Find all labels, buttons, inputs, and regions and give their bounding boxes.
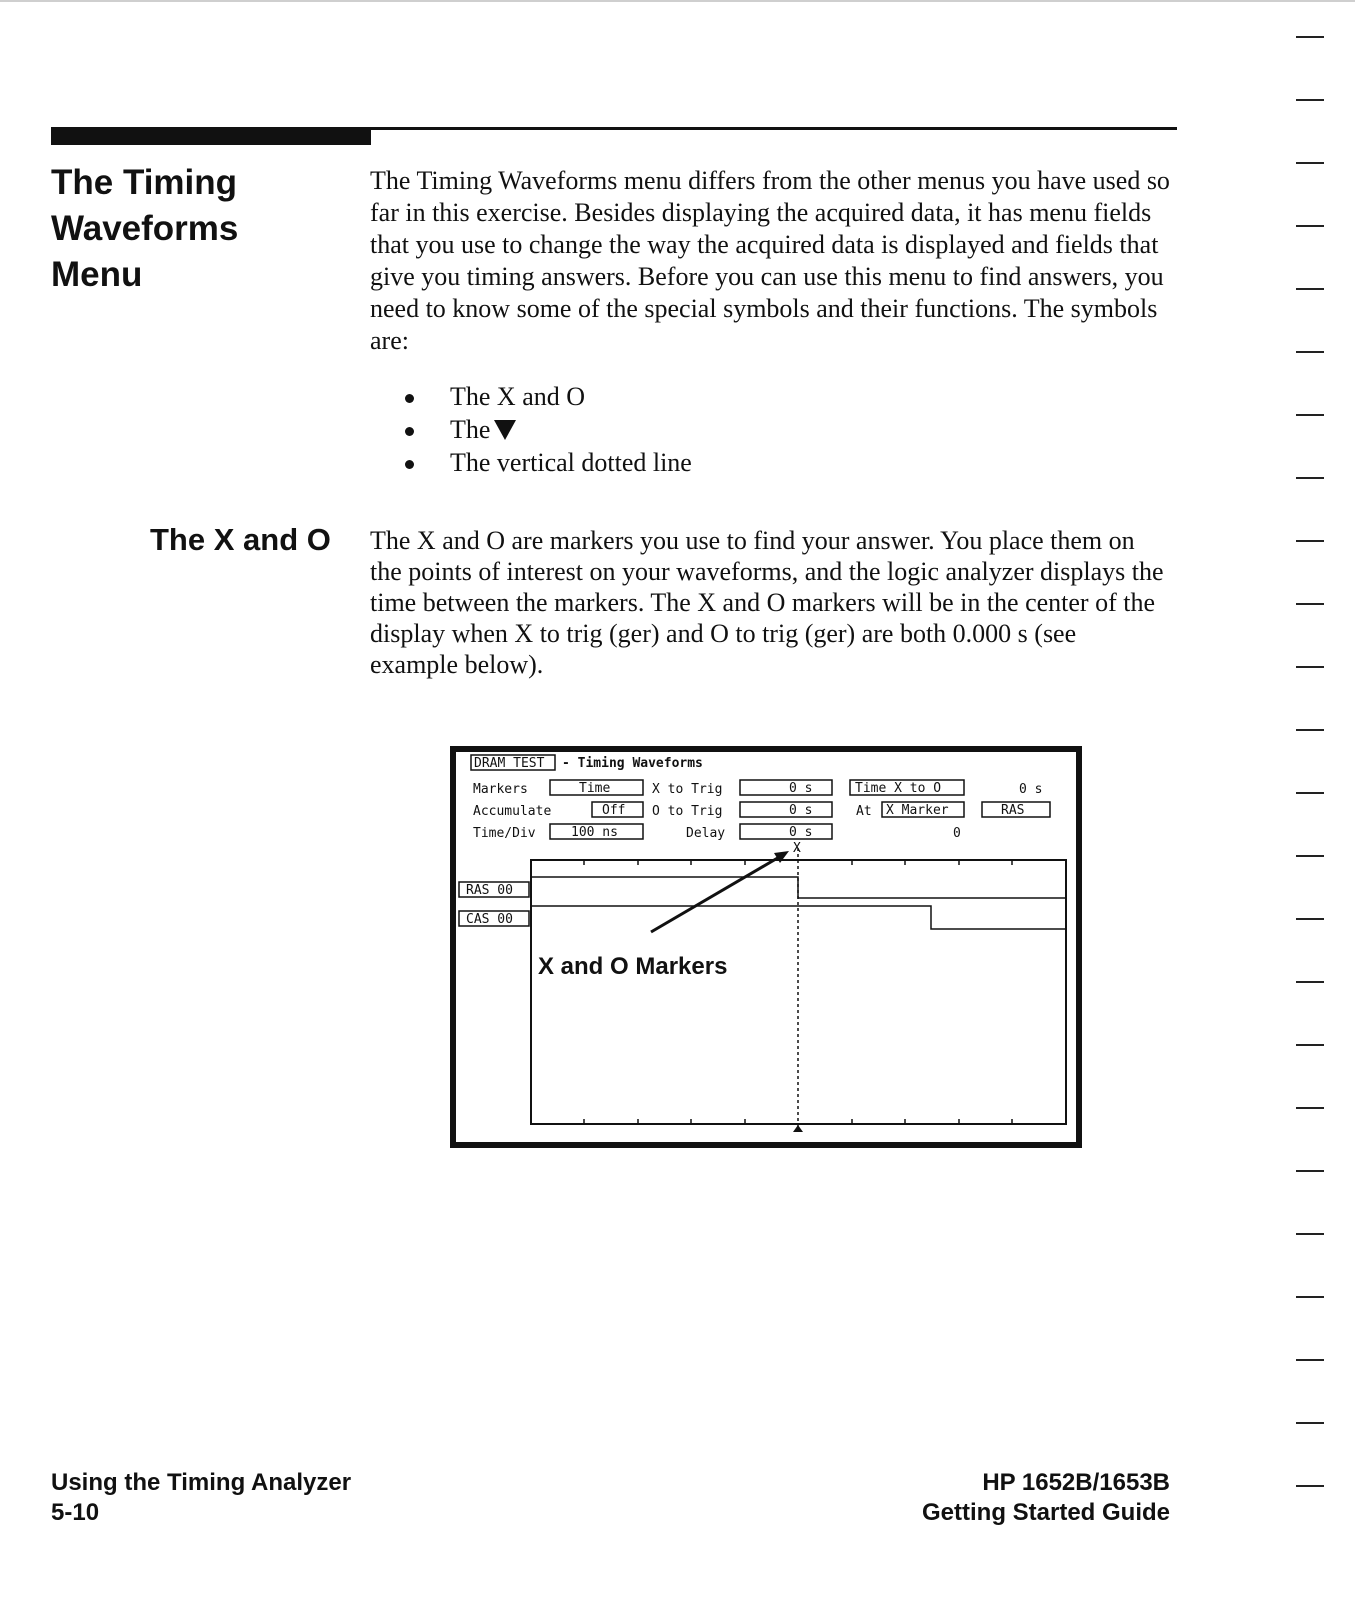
arrowhead-icon	[774, 851, 789, 863]
xtrig-value: 0 s	[789, 781, 813, 796]
list-item: The	[400, 413, 692, 446]
timing-waveforms-screen	[450, 746, 1082, 1148]
subsection-paragraph: The X and O are markers you use to find your answer. You place them on the points of interest on your waveforms, and the logic analyzer displays the time between the markers. The X and O markers will be in the center of the display when X to trig (ger) and O to trig (ger) are both 0.000 s (see example below).	[370, 526, 1164, 679]
channel-cas-name: CAS 00	[466, 912, 513, 927]
list-item: The vertical dotted line	[400, 446, 692, 479]
footer-left	[51, 1468, 351, 1528]
markers-label: Markers	[473, 782, 528, 797]
xtrig-label: X to Trig	[652, 782, 723, 797]
otrig-field[interactable]	[740, 802, 832, 817]
accumulate-value: Off	[602, 803, 626, 818]
footer-chapter-title: Using the Timing Analyzer	[51, 1469, 352, 1496]
channel-ras-name: RAS 00	[466, 883, 513, 898]
subsection-heading: The X and O	[150, 522, 331, 557]
screen-drawing	[456, 752, 1076, 1142]
xtrig-field[interactable]	[740, 780, 832, 795]
trigger-marker-icon	[793, 1125, 803, 1132]
otrig-label: O to Trig	[652, 804, 723, 819]
time-x-to-o-label: Time X to O	[855, 781, 942, 796]
margin-tick-marks	[1296, 36, 1324, 1548]
at-label: At	[856, 804, 872, 819]
callout-label: X and O Markers	[538, 953, 728, 980]
section-title: The Timing Waveforms Menu	[51, 163, 239, 294]
bullet-icon	[405, 427, 414, 436]
symbol-list	[400, 380, 692, 479]
down-triangle-icon	[494, 420, 516, 440]
page-number: 5-10	[51, 1499, 100, 1526]
timediv-label: Time/Div	[473, 826, 536, 841]
title-box-label: DRAM TEST	[474, 756, 545, 771]
footer-guide-title: Getting Started Guide	[921, 1499, 1170, 1526]
footer-right	[860, 1468, 1170, 1528]
screen-title: - Timing Waveforms	[562, 756, 703, 771]
ras-value: RAS	[1001, 803, 1025, 818]
x-marker-glyph[interactable]: X	[793, 841, 801, 856]
section-rule-thick	[51, 129, 371, 145]
sample-count: 0	[953, 826, 961, 841]
footer-model: HP 1652B/1653B	[982, 1469, 1170, 1496]
otrig-value: 0 s	[789, 803, 813, 818]
delay-value: 0 s	[789, 825, 813, 840]
timediv-value: 100 ns	[571, 825, 618, 840]
accumulate-label: Accumulate	[473, 804, 552, 819]
intro-paragraph: The Timing Waveforms menu differs from the other menus you have used so far in this exercise. Besides displaying the acquired data, it has menu fields that you use to change the way the acquired data is displayed and fields that give you timing answers. Before you can use this menu to find answers, you need to know some of the special symbols and their functions. The symbols are:	[370, 166, 1170, 355]
delay-field[interactable]	[740, 824, 832, 839]
delay-label: Delay	[686, 826, 726, 841]
time-x-to-o-value: 0 s	[1019, 782, 1043, 797]
list-item: The X and O	[400, 380, 692, 413]
at-value: X Marker	[886, 803, 949, 818]
callout-arrow	[651, 856, 781, 932]
top-edge-rule	[0, 0, 1355, 2]
bullet-icon	[405, 394, 414, 403]
markers-value: Time	[579, 781, 611, 796]
bullet-icon	[405, 460, 414, 469]
